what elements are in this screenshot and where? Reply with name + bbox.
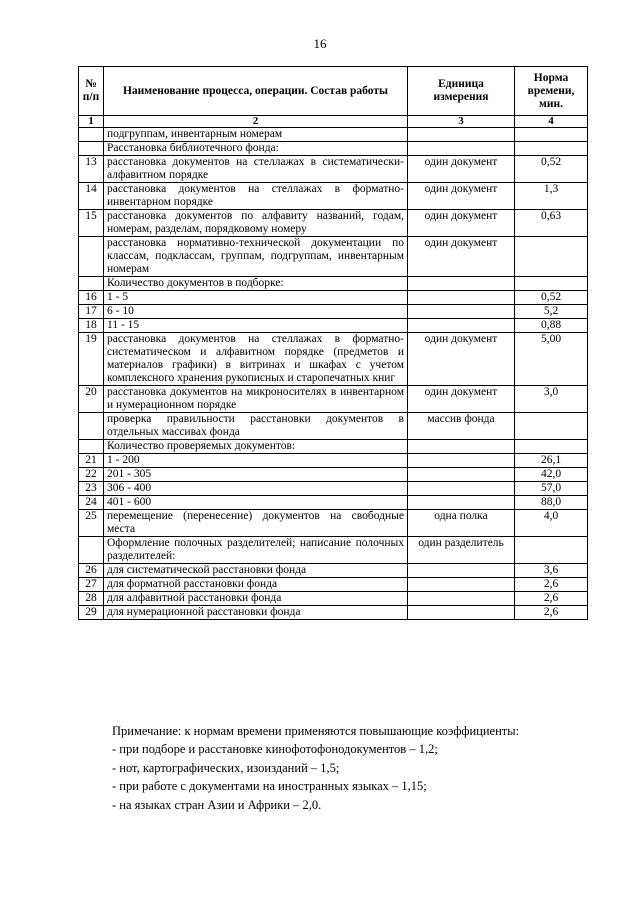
table-row: [79, 128, 588, 142]
row-norm: 5,00: [515, 333, 588, 386]
row-number: [79, 128, 104, 142]
row-unit: одна полка: [408, 510, 515, 537]
row-unit: [408, 319, 515, 333]
row-unit: [408, 440, 515, 454]
table-row: [79, 482, 588, 496]
table-row: [79, 413, 588, 440]
row-unit: один документ: [408, 156, 515, 183]
row-norm: 2,6: [515, 578, 588, 592]
header-norm: Норма времени, мин.: [515, 67, 588, 116]
row-description: проверка правильности расстановки документов в отдельных массивах фонда: [104, 413, 408, 440]
row-number: 13: [79, 156, 104, 183]
row-description: 6 - 10: [104, 305, 408, 319]
row-unit: [408, 578, 515, 592]
row-number: 15: [79, 210, 104, 237]
table-row: [79, 305, 588, 319]
column-number: 3: [408, 116, 515, 128]
row-norm: 2,6: [515, 606, 588, 620]
table-row: [79, 454, 588, 468]
note-line: - нот, картографических, изоизданий – 1,5;: [112, 760, 340, 775]
row-description: расстановка документов на стеллажах в систематически-алфавитном порядке: [104, 156, 408, 183]
row-norm: [515, 237, 588, 277]
table-row: [79, 578, 588, 592]
table-row: [79, 319, 588, 333]
table-row: [79, 606, 588, 620]
row-number: 14: [79, 183, 104, 210]
row-description: расстановка документов на микроносителях в инвентарном и нумерационном порядке: [104, 386, 408, 413]
row-norm: [515, 128, 588, 142]
row-description: для систематической расстановки фонда: [104, 564, 408, 578]
row-norm: 4,0: [515, 510, 588, 537]
row-description: 1 - 200: [104, 454, 408, 468]
row-norm: 88,0: [515, 496, 588, 510]
row-unit: один документ: [408, 237, 515, 277]
header-unit: Единица измерения: [408, 67, 515, 116]
row-number: [79, 142, 104, 156]
row-norm: 0,52: [515, 156, 588, 183]
row-description: для форматной расстановки фонда: [104, 578, 408, 592]
row-description: Количество документов в подборке:: [104, 277, 408, 291]
row-description: расстановка документов на стеллажах в форматно-инвентарном порядке: [104, 183, 408, 210]
row-number: 19: [79, 333, 104, 386]
note-line: - при подборе и расстановке кинофотофонодокументов – 1,2;: [112, 742, 438, 757]
row-unit: один разделитель: [408, 537, 515, 564]
row-description: расстановка документов по алфавиту названий, годам, номерам, разделам, порядковому номеру: [104, 210, 408, 237]
row-number: [79, 237, 104, 277]
row-norm: 57,0: [515, 482, 588, 496]
row-norm: 0,63: [515, 210, 588, 237]
row-description: подгруппам, инвентарным номерам: [104, 128, 408, 142]
row-norm: 3,6: [515, 564, 588, 578]
table-row: [79, 564, 588, 578]
row-description: для алфавитной расстановки фонда: [104, 592, 408, 606]
time-norms-table: [78, 66, 588, 620]
header-num: № п/п: [79, 67, 104, 116]
row-description: 306 - 400: [104, 482, 408, 496]
row-norm: 0,88: [515, 319, 588, 333]
row-description: расстановка документов на стеллажах в форматно-систематическом и алфавитном порядке (предметов и материалов графики) в витринах и шкафах с учетом комплексного хранения рукописных и старопечатных книг: [104, 333, 408, 386]
column-number: 1: [79, 116, 104, 128]
table-row: [79, 592, 588, 606]
row-number: 28: [79, 592, 104, 606]
row-norm: [515, 277, 588, 291]
row-description: расстановка нормативно-технической документации по классам, подклассам, группам, подгруппам, инвентарным номерам: [104, 237, 408, 277]
table-row: [79, 156, 588, 183]
row-unit: [408, 454, 515, 468]
row-unit: [408, 496, 515, 510]
row-norm: 2,6: [515, 592, 588, 606]
row-number: [79, 413, 104, 440]
row-unit: один документ: [408, 386, 515, 413]
row-norm: 5,2: [515, 305, 588, 319]
row-description: 11 - 15: [104, 319, 408, 333]
page-number: 16: [313, 36, 327, 51]
row-number: 23: [79, 482, 104, 496]
row-number: 16: [79, 291, 104, 305]
row-number: 21: [79, 454, 104, 468]
row-unit: [408, 482, 515, 496]
table-row: [79, 510, 588, 537]
row-number: 24: [79, 496, 104, 510]
row-number: 25: [79, 510, 104, 537]
row-unit: [408, 305, 515, 319]
row-unit: [408, 277, 515, 291]
row-description: 1 - 5: [104, 291, 408, 305]
table-row: [79, 537, 588, 564]
table-row: [79, 277, 588, 291]
row-norm: [515, 413, 588, 440]
row-unit: один документ: [408, 333, 515, 386]
table-row: [79, 183, 588, 210]
header-name: Наименование процесса, операции. Состав работы: [104, 67, 408, 116]
row-norm: [515, 537, 588, 564]
row-unit: один документ: [408, 210, 515, 237]
table-row: [79, 386, 588, 413]
row-unit: массив фонда: [408, 413, 515, 440]
table-row: [79, 237, 588, 277]
row-number: 18: [79, 319, 104, 333]
row-unit: [408, 564, 515, 578]
row-number: 27: [79, 578, 104, 592]
table-row: [79, 210, 588, 237]
notes: [112, 722, 552, 814]
row-norm: 26,1: [515, 454, 588, 468]
row-unit: [408, 592, 515, 606]
row-unit: [408, 606, 515, 620]
row-number: 20: [79, 386, 104, 413]
row-unit: [408, 142, 515, 156]
row-norm: 3,0: [515, 386, 588, 413]
row-description: Количество проверяемых документов:: [104, 440, 408, 454]
row-description: перемещение (перенесение) документов на свободные места: [104, 510, 408, 537]
row-number: 22: [79, 468, 104, 482]
note-line: Примечание: к нормам времени применяются повышающие коэффициенты:: [112, 724, 520, 738]
row-norm: 0,52: [515, 291, 588, 305]
row-description: 201 - 305: [104, 468, 408, 482]
table-row: [79, 440, 588, 454]
table-row: [79, 142, 588, 156]
row-description: для нумерационной расстановки фонда: [104, 606, 408, 620]
row-norm: 42,0: [515, 468, 588, 482]
table-row: [79, 496, 588, 510]
table-row: [79, 291, 588, 305]
table-body: [79, 128, 588, 620]
row-number: [79, 537, 104, 564]
row-number: 26: [79, 564, 104, 578]
column-number: 4: [515, 116, 588, 128]
table-row: [79, 333, 588, 386]
row-description: Оформление полочных разделителей; написание полочных разделителей:: [104, 537, 408, 564]
column-number-row: [79, 116, 588, 128]
row-description: Расстановка библиотечного фонда:: [104, 142, 408, 156]
row-number: [79, 277, 104, 291]
row-unit: [408, 291, 515, 305]
table-row: [79, 468, 588, 482]
row-unit: [408, 468, 515, 482]
row-number: 29: [79, 606, 104, 620]
row-norm: [515, 142, 588, 156]
row-number: [79, 440, 104, 454]
table-header-row: [79, 67, 588, 116]
row-norm: 1,3: [515, 183, 588, 210]
row-unit: [408, 128, 515, 142]
column-number: 2: [104, 116, 408, 128]
note-line: - на языках стран Азии и Африки – 2,0.: [112, 797, 322, 812]
note-line: - при работе с документами на иностранных языках – 1,15;: [112, 779, 427, 794]
row-unit: один документ: [408, 183, 515, 210]
row-number: 17: [79, 305, 104, 319]
row-description: 401 - 600: [104, 496, 408, 510]
row-norm: [515, 440, 588, 454]
